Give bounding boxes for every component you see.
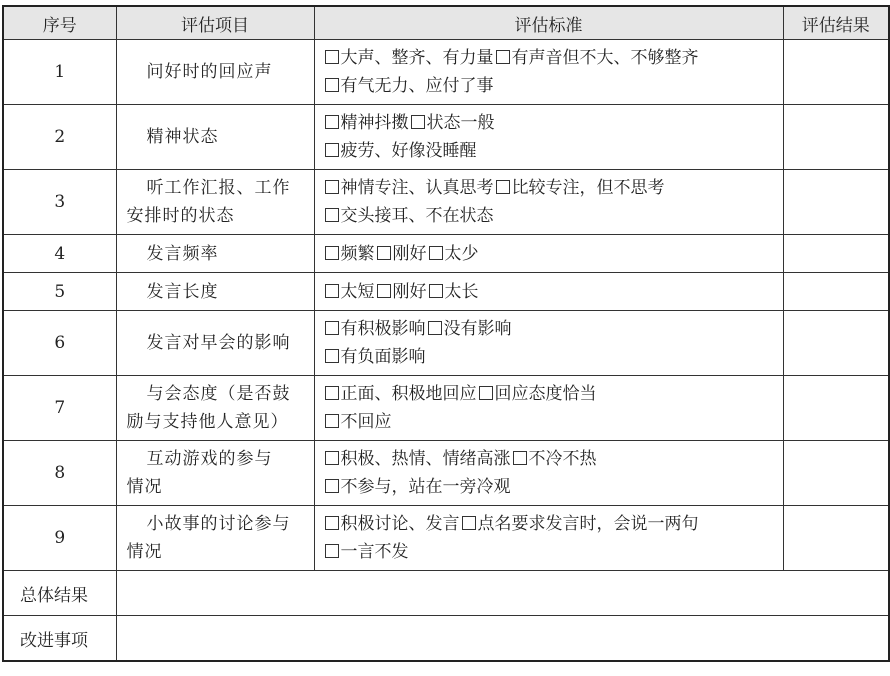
header-no: 序号 bbox=[3, 6, 116, 40]
evaluation-standard bbox=[314, 376, 783, 441]
checkbox-icon[interactable] bbox=[325, 321, 339, 335]
improvement-label: 改进事项 bbox=[3, 616, 116, 662]
option-label: 交头接耳、不在状态 bbox=[340, 206, 494, 226]
checkbox-icon[interactable] bbox=[496, 50, 510, 64]
option-label: 没有影响 bbox=[443, 319, 512, 339]
checkbox-icon[interactable] bbox=[325, 246, 339, 260]
checkbox-icon[interactable] bbox=[429, 284, 443, 298]
overall-result-row bbox=[3, 571, 889, 616]
evaluation-standard bbox=[314, 170, 783, 235]
overall-result-label: 总体结果 bbox=[3, 571, 116, 616]
evaluation-item bbox=[116, 235, 314, 273]
option-label: 太短 bbox=[340, 281, 375, 302]
table-row bbox=[3, 506, 889, 571]
standard-line bbox=[323, 380, 777, 408]
evaluation-item-text: 情况 bbox=[126, 477, 163, 497]
evaluation-item-text: 听工作汇报、工作 bbox=[146, 178, 291, 198]
standard-line bbox=[323, 538, 777, 566]
table-row bbox=[3, 170, 889, 235]
checkbox-icon[interactable] bbox=[325, 208, 339, 222]
row-number: 7 bbox=[3, 376, 116, 441]
evaluation-standard bbox=[314, 273, 783, 311]
standard-line bbox=[323, 240, 777, 268]
table-row bbox=[3, 235, 889, 273]
checkbox-icon[interactable] bbox=[429, 246, 443, 260]
evaluation-standard bbox=[314, 40, 783, 105]
option-label: 神情专注、认真思考 bbox=[340, 178, 494, 198]
checkbox-icon[interactable] bbox=[325, 544, 339, 558]
table-row bbox=[3, 441, 889, 506]
evaluation-item bbox=[116, 376, 314, 441]
header-result: 评估结果 bbox=[783, 6, 889, 40]
checkbox-icon[interactable] bbox=[479, 386, 493, 400]
checkbox-icon[interactable] bbox=[325, 284, 339, 298]
standard-line bbox=[323, 315, 777, 343]
evaluation-result-field[interactable] bbox=[783, 273, 889, 311]
standard-line bbox=[323, 72, 777, 100]
evaluation-standard bbox=[314, 311, 783, 376]
standard-line bbox=[323, 278, 777, 306]
checkbox-icon[interactable] bbox=[377, 284, 391, 298]
option-label: 频繁 bbox=[340, 243, 375, 264]
evaluation-standard bbox=[314, 441, 783, 506]
option-label: 刚好 bbox=[392, 243, 427, 264]
checkbox-icon[interactable] bbox=[462, 516, 476, 530]
standard-line bbox=[323, 510, 777, 538]
option-label: 有负面影响 bbox=[340, 347, 426, 367]
table-row bbox=[3, 40, 889, 105]
option-label: 点名要求发言时，会说一两句 bbox=[477, 514, 699, 534]
checkbox-icon[interactable] bbox=[325, 451, 339, 465]
row-number: 1 bbox=[3, 40, 116, 105]
improvement-row bbox=[3, 616, 889, 662]
checkbox-icon[interactable] bbox=[325, 386, 339, 400]
evaluation-result-field[interactable] bbox=[783, 441, 889, 506]
standard-line bbox=[323, 408, 777, 436]
header-standard: 评估标准 bbox=[314, 6, 783, 40]
option-label: 精神抖擞 bbox=[340, 113, 409, 133]
checkbox-icon[interactable] bbox=[411, 115, 425, 129]
evaluation-item bbox=[116, 441, 314, 506]
evaluation-item-text: 问好时的回应声 bbox=[146, 62, 273, 82]
checkbox-icon[interactable] bbox=[325, 516, 339, 530]
evaluation-item-text: 情况 bbox=[126, 542, 163, 562]
evaluation-item-text: 与会态度（是否鼓 bbox=[146, 384, 291, 404]
option-label: 积极、热情、情绪高涨 bbox=[340, 449, 511, 469]
standard-line bbox=[323, 343, 777, 371]
evaluation-item-text: 互动游戏的参与 bbox=[146, 449, 273, 469]
evaluation-item-text: 安排时的状态 bbox=[126, 206, 235, 226]
option-label: 有积极影响 bbox=[340, 319, 426, 339]
checkbox-icon[interactable] bbox=[325, 349, 339, 363]
checkbox-icon[interactable] bbox=[325, 479, 339, 493]
checkbox-icon[interactable] bbox=[325, 78, 339, 92]
checkbox-icon[interactable] bbox=[325, 180, 339, 194]
option-label: 正面、积极地回应 bbox=[340, 384, 477, 404]
evaluation-item bbox=[116, 506, 314, 571]
checkbox-icon[interactable] bbox=[325, 50, 339, 64]
evaluation-item-text: 精神状态 bbox=[146, 127, 219, 147]
evaluation-result-field[interactable] bbox=[783, 40, 889, 105]
header-row bbox=[3, 6, 889, 40]
standard-line bbox=[323, 137, 777, 165]
evaluation-item bbox=[116, 105, 314, 170]
evaluation-result-field[interactable] bbox=[783, 235, 889, 273]
checkbox-icon[interactable] bbox=[325, 414, 339, 428]
evaluation-result-field[interactable] bbox=[783, 311, 889, 376]
option-label: 太长 bbox=[444, 281, 479, 302]
option-label: 回应态度恰当 bbox=[494, 384, 597, 404]
evaluation-item-text: 发言长度 bbox=[146, 281, 219, 302]
row-number: 2 bbox=[3, 105, 116, 170]
evaluation-standard bbox=[314, 235, 783, 273]
evaluation-result-field[interactable] bbox=[783, 170, 889, 235]
improvement-field[interactable] bbox=[116, 616, 889, 662]
option-label: 不冷不热 bbox=[528, 449, 597, 469]
row-number: 3 bbox=[3, 170, 116, 235]
standard-line bbox=[323, 202, 777, 230]
header-item: 评估项目 bbox=[116, 6, 314, 40]
option-label: 积极讨论、发言 bbox=[340, 514, 460, 534]
option-label: 刚好 bbox=[392, 281, 427, 302]
option-label: 有声音但不大、不够整齐 bbox=[511, 48, 699, 68]
row-number: 5 bbox=[3, 273, 116, 311]
option-label: 比较专注，但不思考 bbox=[511, 178, 665, 198]
option-label: 有气无力、应付了事 bbox=[340, 76, 494, 96]
evaluation-item bbox=[116, 40, 314, 105]
option-label: 不参与，站在一旁冷观 bbox=[340, 477, 511, 497]
option-label: 大声、整齐、有力量 bbox=[340, 48, 494, 68]
checkbox-icon[interactable] bbox=[325, 115, 339, 129]
evaluation-standard bbox=[314, 506, 783, 571]
evaluation-result-field[interactable] bbox=[783, 506, 889, 571]
evaluation-item bbox=[116, 170, 314, 235]
checkbox-icon[interactable] bbox=[325, 143, 339, 157]
standard-line bbox=[323, 473, 777, 501]
checkbox-icon[interactable] bbox=[377, 246, 391, 260]
row-number: 4 bbox=[3, 235, 116, 273]
evaluation-item-text: 励与支持他人意见） bbox=[126, 412, 289, 432]
option-label: 太少 bbox=[444, 243, 479, 264]
standard-line bbox=[323, 109, 777, 137]
standard-line bbox=[323, 44, 777, 72]
evaluation-item-text: 发言对早会的影响 bbox=[146, 333, 291, 353]
option-label: 一言不发 bbox=[340, 542, 409, 562]
table-body bbox=[3, 40, 889, 571]
standard-line bbox=[323, 174, 777, 202]
evaluation-result-field[interactable] bbox=[783, 376, 889, 441]
row-number: 8 bbox=[3, 441, 116, 506]
evaluation-standard bbox=[314, 105, 783, 170]
checkbox-icon[interactable] bbox=[513, 451, 527, 465]
evaluation-item bbox=[116, 311, 314, 376]
checkbox-icon[interactable] bbox=[496, 180, 510, 194]
option-label: 疲劳、好像没睡醒 bbox=[340, 141, 477, 161]
overall-result-field[interactable] bbox=[116, 571, 889, 616]
table-row bbox=[3, 273, 889, 311]
evaluation-item-text: 小故事的讨论参与 bbox=[146, 514, 291, 534]
evaluation-item-text: 发言频率 bbox=[146, 243, 219, 264]
checkbox-icon[interactable] bbox=[428, 321, 442, 335]
table-row bbox=[3, 311, 889, 376]
standard-line bbox=[323, 445, 777, 473]
table-row bbox=[3, 376, 889, 441]
row-number: 6 bbox=[3, 311, 116, 376]
evaluation-table bbox=[2, 5, 890, 662]
evaluation-result-field[interactable] bbox=[783, 105, 889, 170]
option-label: 不回应 bbox=[340, 412, 392, 432]
evaluation-item bbox=[116, 273, 314, 311]
row-number: 9 bbox=[3, 506, 116, 571]
table-row bbox=[3, 105, 889, 170]
option-label: 状态一般 bbox=[426, 113, 495, 133]
